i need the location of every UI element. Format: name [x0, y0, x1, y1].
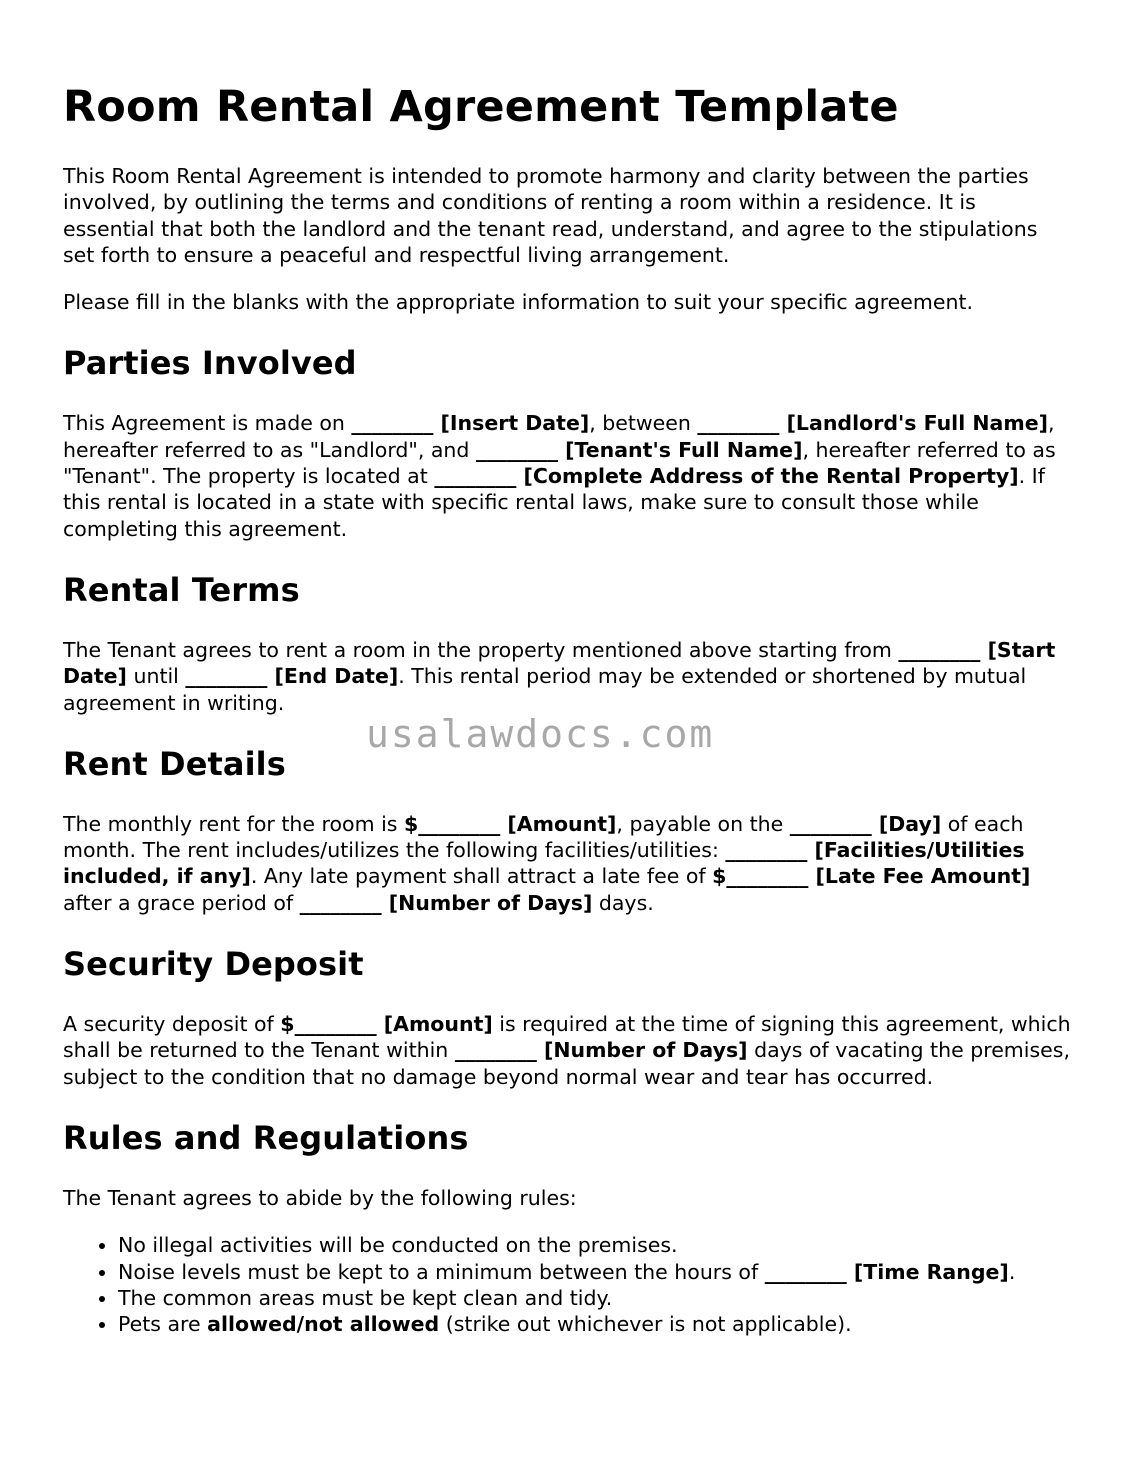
blank-time-range: ________ [Time Range]	[764, 1259, 1009, 1284]
rent-details-paragraph: The monthly rent for the room is $________ [Amount], payable on the ________ [Day] of each month. The rent includes/utilizes the following facilities/utilities: ________ [Facilities/Utilities included, if any]. Any late payment shall attract a late fee of $________ [Late Fee Amount] after a grace period of ________ [Number of Days] days.	[63, 811, 1031, 915]
blank-return-days: ________ [Number of Days]	[454, 1038, 748, 1063]
document-page	[63, 78, 1073, 1337]
list-item: • Noise levels must be kept to a minimum between the hours of ________ [Time Range].	[118, 1259, 1073, 1285]
list-item: • No illegal activities will be conducted on the premises.	[118, 1232, 1073, 1258]
blank-end-date: ________ [End Date]	[185, 664, 399, 689]
blank-facilities: ________ [Facilities/Utilities included, if any]	[63, 838, 1025, 889]
instructions-paragraph: Please fill in the blanks with the appropriate information to suit your specific agreement.	[63, 290, 974, 315]
blank-property-address: ________ [Complete Address of the Rental Property]	[434, 464, 1019, 489]
list-item: • The common areas must be kept clean and tidy.	[118, 1285, 1073, 1311]
blank-grace-days: ________ [Number of Days]	[299, 890, 593, 915]
rental-terms-paragraph: The Tenant agrees to rent a room in the property mentioned above starting from ________ [Start Date] until ________ [End Date]. This rental period may be extended or shortened by mutual agreement in writing.	[63, 637, 1056, 715]
blank-start-date: ________ [Start Date]	[63, 637, 1056, 689]
blank-landlord-name: ________ [Landlord's Full Name]	[697, 411, 1048, 436]
list-item: • Pets are allowed/not allowed (strike out whichever is not applicable).	[118, 1311, 1073, 1337]
blank-late-fee: $________ [Late Fee Amount]	[712, 864, 1031, 889]
blank-deposit-amount: $________ [Amount]	[280, 1012, 493, 1037]
rules-list	[63, 1232, 1073, 1337]
blank-payment-day: ________ [Day]	[789, 811, 942, 836]
section-heading-rules: Rules and Regulations	[63, 1118, 469, 1157]
security-deposit-paragraph: A security deposit of $________ [Amount] is required at the time of signing this agreement, which shall be returned to the Tenant within ________ [Number of Days] days of vacating the premises, subject to the condition that no damage beyond normal wear and tear has occurred.	[63, 1012, 1071, 1089]
watermark: usalawdocs.com	[366, 712, 715, 756]
rules-intro: The Tenant agrees to abide by the following rules:	[63, 1185, 577, 1210]
blank-tenant-name: ________ [Tenant's Full Name]	[475, 437, 803, 462]
section-heading-parties: Parties Involved	[63, 344, 357, 383]
pets-option: allowed/not allowed	[207, 1312, 440, 1337]
document-title: Room Rental Agreement Template	[63, 82, 899, 132]
section-heading-rental-terms: Rental Terms	[63, 570, 300, 609]
blank-rent-amount: $________ [Amount]	[403, 811, 617, 836]
intro-paragraph: This Room Rental Agreement is intended to promote harmony and clarity between the parties involved, by outlining the terms and conditions of renting a room within a residence. It is essential that both the landlord and the tenant read, understand, and agree to the stipulations set forth to ensure a peaceful and respectful living arrangement.	[63, 164, 1038, 267]
parties-paragraph: This Agreement is made on ________ [Insert Date], between ________ [Landlord's Full Name], hereafter referred to as "Landlord", and ________ [Tenant's Full Name], hereafter referred to as "Tenant". The property is located at ________ [Complete Address of the Rental Property]. If this rental is located in a state with specific rental laws, make sure to consult those while completing this agreement.	[63, 411, 1056, 541]
blank-insert-date: ________ [Insert Date]	[351, 411, 590, 436]
section-heading-security-deposit: Security Deposit	[63, 945, 364, 984]
section-heading-rent-details: Rent Details	[63, 744, 286, 783]
